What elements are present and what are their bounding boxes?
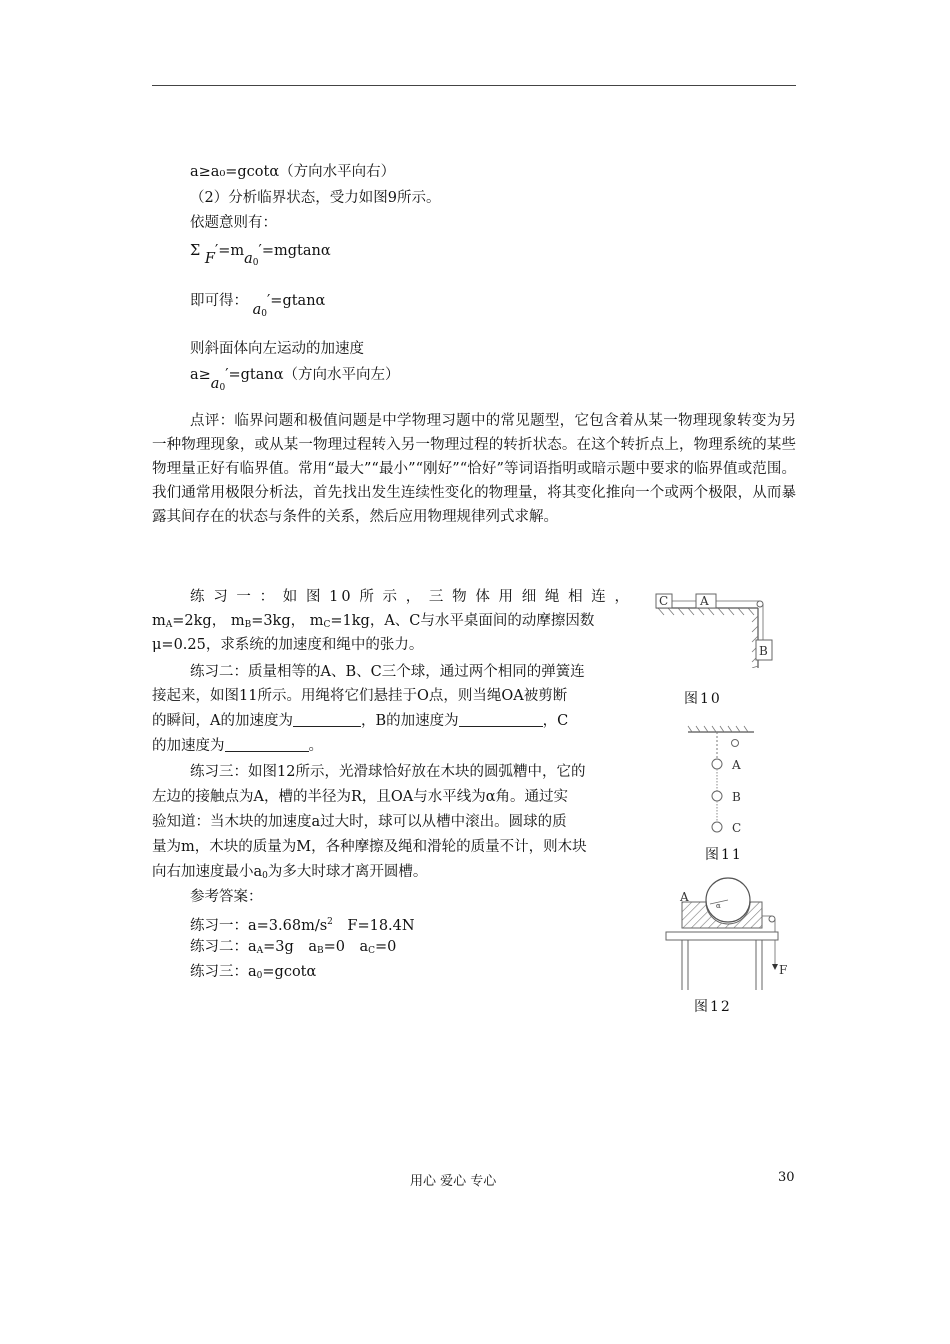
answer-1-superscript: 2 bbox=[327, 917, 333, 927]
exercise-2-line-1: 练习二：质量相等的A、B、C三个球，通过两个相同的弹簧连 bbox=[190, 664, 585, 680]
mass-b-symbol: m bbox=[230, 613, 245, 629]
acceleration-symbol: a bbox=[210, 376, 220, 392]
figure-11-label-a: A bbox=[732, 758, 741, 772]
point-o bbox=[732, 740, 739, 747]
mass-c-symbol: m bbox=[309, 613, 324, 629]
solution-line-2: （2）分析临界状态，受力如图9所示。 bbox=[190, 190, 441, 206]
ball-b bbox=[712, 791, 722, 801]
mass-a-subscript: A bbox=[165, 620, 173, 630]
header-rule bbox=[152, 85, 796, 86]
exercise-3-line-5 bbox=[152, 860, 632, 888]
answer-2-sub-b: B bbox=[316, 946, 324, 956]
exercise-2-text-e: 。 bbox=[308, 738, 323, 754]
answer-blank-c[interactable] bbox=[225, 737, 309, 752]
answer-blank-a[interactable] bbox=[293, 712, 361, 727]
acceleration-symbol: a bbox=[244, 251, 253, 267]
exercise-2-text-d: 的加速度为 bbox=[152, 738, 225, 754]
result-text: ′=gtanα bbox=[267, 293, 326, 309]
equation-sum-force bbox=[190, 242, 331, 268]
mass-c-subscript: C bbox=[323, 620, 331, 630]
figure-11-caption: 图11 bbox=[705, 847, 743, 863]
sigma-symbol: Σ bbox=[190, 243, 201, 259]
ball-a bbox=[712, 759, 722, 769]
acceleration-symbol: a bbox=[252, 302, 262, 318]
answer-2-sub-a: A bbox=[256, 946, 264, 956]
figure-10 bbox=[648, 588, 778, 668]
answer-3 bbox=[152, 960, 670, 988]
answer-2-text-b: =3g a bbox=[263, 939, 317, 955]
force-arrow-icon bbox=[772, 964, 778, 970]
equation-left bbox=[190, 366, 400, 393]
answer-2-text-c: =0 a bbox=[323, 939, 369, 955]
mass-b-subscript: B bbox=[244, 620, 252, 630]
answer-2-sub-c: C bbox=[368, 946, 376, 956]
exercise-2-line-3 bbox=[152, 709, 632, 733]
mass-a-value: =2kg， bbox=[172, 613, 227, 629]
acceleration-subscript: 0 bbox=[252, 258, 259, 268]
figure-11-label-b: B bbox=[732, 790, 741, 804]
mass-b-value: =3kg， bbox=[251, 613, 306, 629]
exercise-2-line-2: 接起来，如图11所示。用绳将它们悬挂于O点，则当绳OA被剪断 bbox=[152, 688, 568, 704]
comment-paragraph: 点评：临界问题和极值问题是中学物理习题中的常见题型，它包含着从某一物理现象转变为另一种物理现象，或从某一物理过程转入另一物理过程的转折状态。在这个转折点上，物理系统的某些物理量正好有临界值。常用“最大”“最小”“刚好”“恰好”等词语指明或暗示题中要求的临界值或范围。我们通常用极限分析法，首先找出发生连续性变化的物理量，将其变化推向一个或两个极限，从而暴露其间存在的状态与条件的关系，然后应用物理规律列式求解。 bbox=[152, 413, 796, 525]
figure-12-label-f: F bbox=[779, 963, 788, 977]
answer-2-text-a: 练习二：a bbox=[190, 939, 257, 955]
figure-10-caption: 图10 bbox=[684, 691, 722, 707]
figure-10-label-a: A bbox=[700, 594, 709, 608]
exercise-2-text-c: ，C bbox=[542, 713, 569, 729]
answer-3-text-b: =gcotα bbox=[262, 964, 317, 980]
eq1-text-2: ′=mgtanα bbox=[258, 243, 331, 259]
acceleration-subscript: 0 bbox=[261, 309, 267, 319]
exercise-1-line-3: μ=0.25，求系统的加速度和绳中的张力。 bbox=[152, 637, 424, 653]
exercise-3-line-3: 验知道：当木块的加速度a过大时，球可以从槽中滚出。圆球的质 bbox=[152, 814, 567, 830]
figure-11 bbox=[684, 722, 764, 840]
acceleration-subscript: 0 bbox=[219, 383, 226, 393]
eq-left-pre: a≥ bbox=[190, 367, 211, 383]
exercise-2-line-4 bbox=[152, 734, 632, 758]
figure-12-caption: 图12 bbox=[694, 999, 732, 1015]
answer-blank-b[interactable] bbox=[459, 712, 543, 727]
figure-10-label-b: B bbox=[759, 644, 768, 658]
ball-c bbox=[712, 822, 722, 832]
solution-line-1: a≥a₀=gcotα（方向水平向右） bbox=[190, 164, 396, 180]
eq1-text-1: ′=m bbox=[214, 243, 245, 259]
answer-3-subscript: 0 bbox=[256, 971, 263, 981]
equation-result bbox=[190, 292, 326, 319]
answers-heading: 参考答案： bbox=[190, 889, 263, 905]
exercise-2-text-a: 的瞬间，A的加速度为 bbox=[152, 713, 293, 729]
solution-line-6: 则斜面体向左运动的加速度 bbox=[190, 341, 364, 357]
answer-1-text-a: 练习一：a=3.68m/s bbox=[190, 918, 328, 934]
table-top bbox=[666, 932, 778, 940]
figure-12-label-a: A bbox=[680, 890, 689, 904]
answer-1-text-b: F=18.4N bbox=[332, 918, 415, 934]
solution-line-3: 依题意则有： bbox=[190, 215, 277, 231]
answer-2-text-d: =0 bbox=[375, 939, 397, 955]
figure-12 bbox=[662, 872, 792, 992]
force-symbol: F bbox=[204, 251, 215, 267]
figure-10-label-c: C bbox=[659, 594, 669, 608]
mass-c-value: =1kg，A、C与水平桌面间的动摩擦因数 bbox=[330, 613, 595, 629]
exercise-3-text-a: 向右加速度最小a bbox=[152, 864, 263, 880]
figure-12-label-alpha: α bbox=[716, 902, 721, 910]
page-number: 30 bbox=[778, 1170, 795, 1185]
result-label: 即可得： bbox=[190, 293, 248, 309]
mass-a-symbol: m bbox=[152, 613, 166, 629]
exercise-3-line-4: 量为m，木块的质量为M，各种摩擦及绳和滑轮的质量不计，则木块 bbox=[152, 839, 587, 855]
footer-motto: 用心 爱心 专心 bbox=[410, 1174, 497, 1189]
answer-2 bbox=[152, 935, 670, 963]
exercise-3-text-b: 为多大时球才离开圆槽。 bbox=[267, 864, 428, 880]
figure-11-label-c: C bbox=[732, 821, 742, 835]
exercise-3-subscript: 0 bbox=[262, 871, 268, 881]
answer-1 bbox=[152, 910, 670, 938]
exercise-3-line-2: 左边的接触点为A，槽的半径为R，且OA与水平线为α角。通过实 bbox=[152, 789, 569, 805]
exercise-3-line-1: 练习三：如图12所示，光滑球恰好放在木块的圆弧糟中，它的 bbox=[190, 764, 586, 780]
pulley bbox=[757, 601, 763, 607]
exercise-2-text-b: ，B的加速度为 bbox=[360, 713, 459, 729]
eq-left-text: ′=gtanα（方向水平向左） bbox=[225, 367, 400, 383]
pulley bbox=[769, 916, 775, 922]
answer-3-text-a: 练习三：a bbox=[190, 964, 257, 980]
exercise-1-line-1: 练习一：如图10所示，三物体用细绳相连， bbox=[190, 589, 632, 605]
